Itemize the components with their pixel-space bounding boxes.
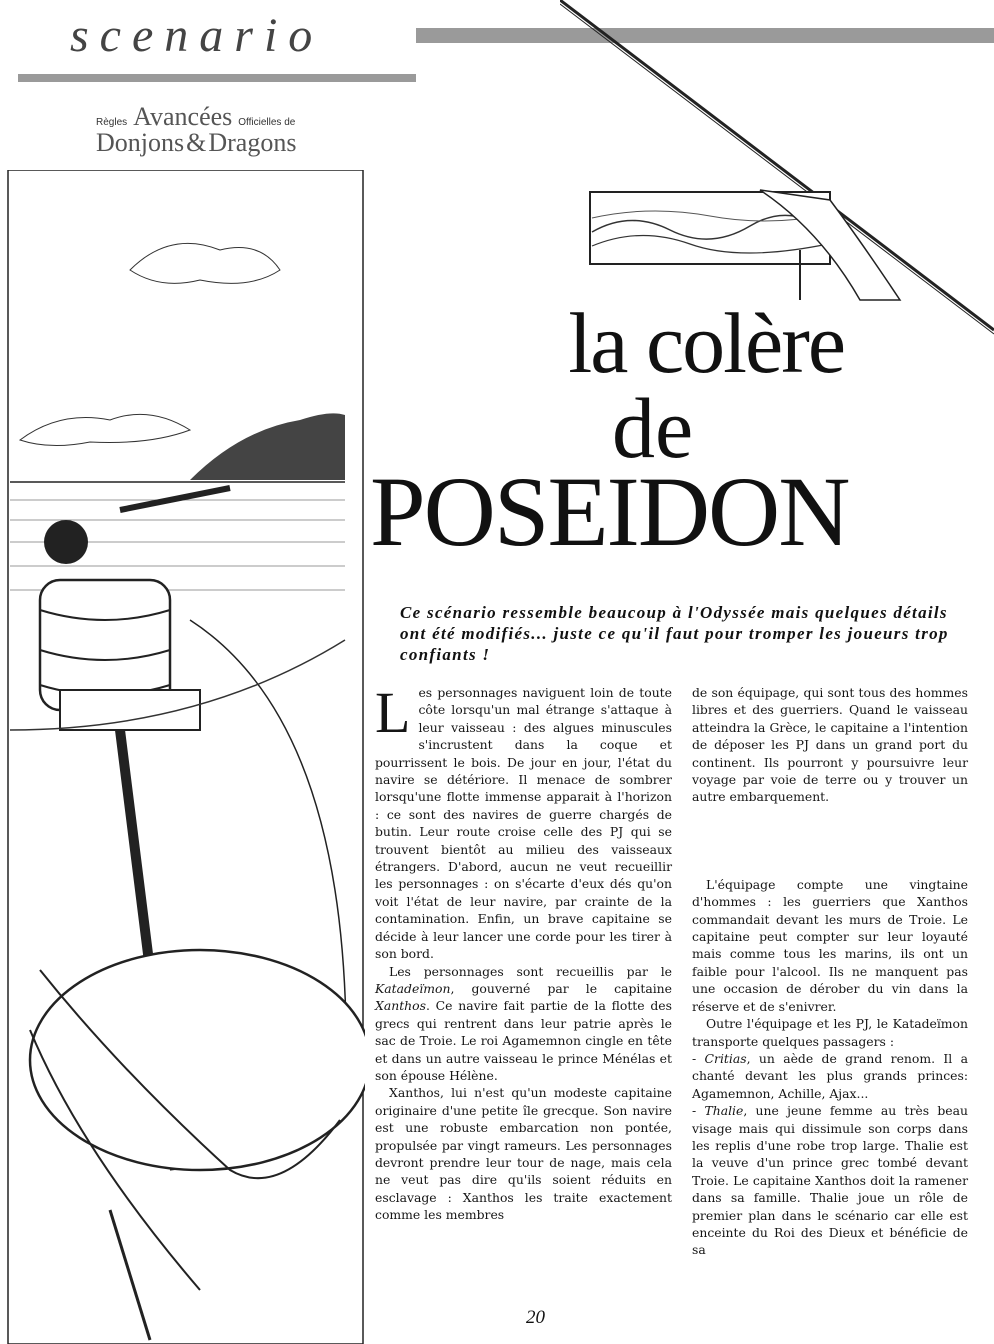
brand-ampersand: & (186, 128, 207, 157)
page-number: 20 (526, 1307, 545, 1328)
paragraph-text: . Ce navire fait partie de la flotte des grecs qui rentrent dans leur patrie après le sac de Troie. Le roi Agamemnon cingle en tête et dans un autre vaisseau le prince Ménélas et son épouse Hélène. (375, 998, 672, 1083)
captain-name: Xanthos (375, 998, 426, 1014)
paragraph (375, 680, 672, 963)
header-rule-left (18, 74, 416, 82)
title-line-1: la colère (568, 295, 844, 391)
ship-name: Katadeïmon (375, 980, 451, 996)
paragraph-text: , gouverné par le capitaine (450, 980, 672, 996)
body-column-left (375, 680, 672, 1224)
paragraph: L'équipage compte une vingtaine d'hommes : les guerriers que Xanthos commandait devant les murs de Troie. Le capitaine peut compter sur leur loyauté mais comme tous les marins, ils ont un faible pour l'alcool. Ils ne manquent pas une occasion de dérober du vin dans la réserve et de s'enivrer. (692, 876, 968, 1014)
title-line-3: POSEIDON (370, 456, 849, 567)
character-name: Thalie (704, 1103, 744, 1119)
brand-donjons: Donjons (96, 128, 185, 157)
spear-illustration (560, 0, 994, 340)
list-item: - Critias, un aède de grand renom. Il a chanté devant les plus grands princes: Agamemnon, Achille, Ajax... (692, 1050, 968, 1101)
intro-paragraph: Ce scénario ressemble beaucoup à l'Odyssée mais quelques détails ont été modifiés... juste ce qu'il faut pour tromper les joueurs trop confiants ! (400, 603, 949, 664)
body-column-right (692, 684, 968, 1259)
paragraph (375, 963, 672, 1085)
paragraph: de son équipage, qui sont tous des hommes libres et des guerriers. Quand le vaisseau atteindra la Grèce, le capitaine a l'intention de déposer les PJ dans un grand port du continent. Ils pourront y poursuivre leur voyage par voie de terre ou y trouver un autre embarquement. (692, 685, 968, 805)
brand-officielles: Officielles de (238, 117, 296, 128)
brand-dragons: Dragons (208, 128, 297, 157)
paragraph: Outre l'équipage et les PJ, le Katadeïmon transporte quelques passagers : (692, 1016, 968, 1049)
ship-illustration (0, 170, 365, 1344)
list-item-text: , un aède de grand renom. Il a chanté devant les plus grands princes: Agamemnon, Achille, Ajax... (692, 1050, 968, 1101)
list-item-text: , une jeune femme au très beau visage mais qui dissimule son corps dans les replis d'une robe trop large. Thalie est la veuve d'un prince grec tombé devant Troie. Le capitaine Xanthos doit la ramener dans sa famille. Thalie joue un rôle de premier plan dans le scénario car elle est enceinte du Roi des Dieux et bénéficie de sa (692, 1103, 968, 1258)
paragraph: Xanthos, lui n'est qu'un modeste capitaine originaire d'une petite île grecque. Son navire est une robuste embarcation non pontée, propulsée par vingt rameurs. Les personnages devront prendre leur tour de nage, mais cela ne veut pas dire qu'ils soient réduits en esclavage : Xanthos les traite exactement comme les membres (375, 1085, 672, 1223)
section-header: scenario (70, 9, 324, 62)
list-item: - Thalie, une jeune femme au très beau visage mais qui dissimule son corps dans les replis d'une robe trop large. Thalie est la veuve d'un prince grec tombé devant Troie. Le capitaine Xanthos doit la ramener dans sa famille. Thalie joue un rôle de premier plan dans le scénario car elle est enceinte du Roi des Dieux et bénéficie de sa (692, 1103, 968, 1258)
character-name: Critias (704, 1050, 747, 1066)
brand-avancees: Avancées (133, 102, 233, 131)
title-line-2: de (612, 380, 694, 476)
paragraph-text: es personnages naviguent loin de toute côte lorsqu'un mal étrange s'attaque à leur vaisseau : des algues minuscules s'incrustent dans la coque et pourrissent le bois. De jour en jour, l'état du navire se détériore. Il menace de sombrer lorsqu'une flotte immense apparait à l'horizon : ce sont des navires de guerre chargés de butin. Leur route croise celle des PJ qui se trouvent bientôt au milieu des vaisseaux étrangers. D'abord, aucun ne veut recueillir les personnages : on s'écarte d'eux dés qu'on voit l'état de leur navire, par crainte de la contamination. Enfin, un brave capitaine se décide à leur lancer une corde pour les tirer à son bord. (375, 685, 672, 962)
brand-regles: Règles (96, 117, 128, 128)
brand-logo (96, 104, 356, 156)
paragraph-text: Les personnages sont recueillis par le (389, 963, 672, 979)
drop-cap: L (375, 680, 411, 745)
column-gap (692, 806, 968, 876)
